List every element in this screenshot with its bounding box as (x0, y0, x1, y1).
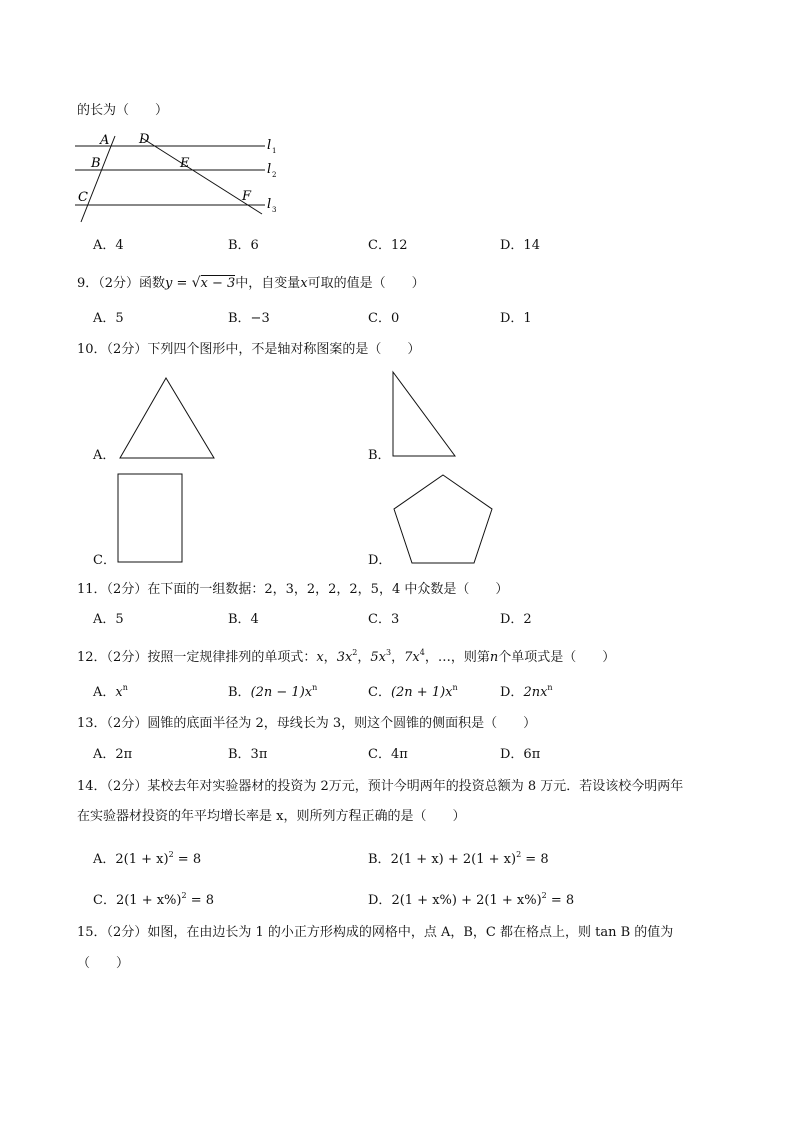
q14-option-a-sup: 2 (168, 850, 174, 859)
q12-option-a-label: A． (93, 685, 116, 700)
q12-n: n (489, 650, 499, 665)
q14-option-c-label: C． (93, 893, 116, 908)
q8-option-c[interactable]: C．12 (368, 238, 408, 253)
q14-option-c-tail: = 8 (186, 893, 215, 908)
q11-option-a[interactable]: A．5 (93, 612, 124, 627)
label-l2: l (267, 162, 272, 177)
q14-option-d[interactable] (368, 888, 574, 909)
equilateral-triangle-figure (118, 376, 218, 460)
q10-option-a[interactable]: A． (93, 448, 116, 463)
q8-stem-tail: 的长为（ ） (77, 103, 169, 118)
q12-term-3: 5x (370, 650, 387, 665)
q11-option-b[interactable]: B．4 (228, 612, 259, 627)
q9-eq: = (172, 276, 192, 291)
q11-stem: 11．（2分）在下面的一组数据：2，3，2，2，2，5，4 中众数是（ ） (77, 582, 509, 597)
q14-option-d-tail: = 8 (546, 893, 575, 908)
q12-option-d-sup: n (547, 683, 553, 692)
q10-option-b[interactable]: B． (368, 448, 391, 463)
q9-prefix: 9．（2分）函数 (77, 276, 166, 291)
q12-term-1: x (316, 650, 324, 665)
q13-option-c[interactable]: C．4π (368, 747, 408, 762)
q12-option-d-label: D． (500, 685, 524, 700)
label-l3-sub: 3 (272, 206, 277, 214)
q12-term-2: 3x (336, 650, 353, 665)
q9-sqrt-sign: √ (191, 275, 201, 291)
label-A: A (100, 133, 110, 148)
q14-option-d-sup: 2 (541, 891, 547, 900)
rectangle-figure (117, 473, 185, 565)
q12-term-4: 7x (404, 650, 420, 665)
q14-option-d-body: 2(1 + x%) + 2(1 + x%) (391, 893, 542, 908)
q12-term-4-exp: 4 (419, 648, 425, 657)
q9-radicand: x − 3 (200, 276, 236, 291)
q9-suffix: 可取的值是（ ） (307, 276, 425, 291)
q9-x: x (300, 276, 308, 291)
q9-option-c[interactable]: C．0 (368, 311, 400, 326)
q12-term-3-exp: 3 (386, 648, 392, 657)
q8-option-d[interactable]: D．14 (500, 238, 540, 253)
label-l2-sub: 2 (272, 171, 277, 179)
q14-option-a[interactable] (93, 847, 201, 868)
q12-option-a-body: x (115, 685, 123, 700)
q12-option-d[interactable] (500, 680, 553, 701)
label-D: D (139, 132, 150, 147)
q14-stem-line2: 在实验器材投资的年平均增长率是 x，则所列方程正确的是（ ） (77, 809, 466, 824)
label-E: E (180, 156, 190, 171)
q12-option-a[interactable] (93, 680, 128, 701)
q12-suffix-b: 个单项式是（ ） (498, 650, 616, 665)
q9-y: y (165, 276, 173, 291)
pentagon-figure (392, 473, 496, 567)
q12-option-d-body: 2nx (523, 685, 548, 700)
q12-term-2-exp: 2 (352, 648, 358, 657)
parallel-lines-figure (70, 130, 290, 220)
label-C: C (78, 190, 88, 205)
label-l1-sub: 1 (272, 147, 277, 155)
q10-option-c[interactable]: C． (93, 553, 116, 568)
q14-option-b-tail: = 8 (521, 852, 549, 867)
q12-option-a-sup: n (122, 683, 128, 692)
q8-option-b[interactable]: B．6 (228, 238, 259, 253)
q9-option-d[interactable]: D．1 (500, 311, 532, 326)
q12-option-c[interactable] (368, 680, 458, 701)
q8-option-a[interactable]: A．4 (93, 238, 124, 253)
q14-option-c[interactable] (93, 888, 214, 909)
label-l1: l (267, 138, 272, 153)
q10-option-d[interactable]: D． (368, 553, 392, 568)
right-triangle-figure (391, 370, 461, 460)
q12-suffix-a: ，…，则第 (424, 650, 490, 665)
q13-option-b[interactable]: B．3π (228, 747, 268, 762)
q12-option-b-sup: n (312, 683, 318, 692)
q10-stem: 10．（2分）下列四个图形中，不是轴对称图案的是（ ） (77, 342, 421, 357)
q9-mid: 中，自变量 (235, 276, 301, 291)
label-B: B (91, 156, 101, 171)
q13-option-d[interactable]: D．6π (500, 747, 541, 762)
q13-option-a[interactable]: A．2π (93, 747, 133, 762)
label-F: F (242, 189, 252, 204)
q12-option-b[interactable] (228, 680, 317, 701)
q12-option-c-label: C． (368, 685, 391, 700)
q9-option-b[interactable]: B．−3 (228, 311, 270, 326)
q12-option-c-body: (2n + 1)x (390, 685, 453, 700)
q13-stem: 13．（2分）圆锥的底面半径为 2，母线长为 3，则这个圆锥的侧面积是（ ） (77, 716, 537, 731)
q12-option-b-body: (2n − 1)x (250, 685, 313, 700)
q9-option-a[interactable]: A．5 (93, 311, 124, 326)
q12-option-c-sup: n (452, 683, 458, 692)
q14-stem-line1: 14．（2分）某校去年对实验器材的投资为 2万元，预计今明两年的投资总额为 8 万元．若设该校今明两年 (77, 779, 684, 794)
q15-stem-line1: 15．（2分）如图，在由边长为 1 的小正方形构成的网格中，点 A，B，C 都在格点上，则 tan B 的值为 (77, 925, 674, 940)
q14-option-b-sup: 2 (516, 850, 522, 859)
q14-option-d-label: D． (368, 893, 392, 908)
q12-prefix: 12．（2分）按照一定规律排列的单项式： (77, 650, 317, 665)
q14-option-a-tail: = 8 (173, 852, 202, 867)
q14-option-b[interactable] (368, 847, 549, 868)
q14-option-b-label: B． (368, 852, 391, 867)
q11-option-c[interactable]: C．3 (368, 612, 400, 627)
q14-option-c-sup: 2 (181, 891, 187, 900)
q14-option-a-label: A． (93, 852, 116, 867)
q14-option-a-body: 2(1 + x) (115, 852, 169, 867)
q9-stem (77, 275, 425, 292)
q11-option-d[interactable]: D．2 (500, 612, 532, 627)
q15-stem-line2: （ ） (77, 956, 130, 971)
q14-option-c-body: 2(1 + x%) (115, 893, 182, 908)
q12-stem: 12．（2分）按照一定规律排列的单项式：x，$3x^2$，$5x^3$，$7x^4$，…，则第n个单项式是（ ） (77, 648, 616, 665)
q12-option-b-label: B． (228, 685, 251, 700)
label-l3: l (267, 197, 272, 212)
q14-option-b-body: 2(1 + x) + 2(1 + x) (390, 852, 517, 867)
